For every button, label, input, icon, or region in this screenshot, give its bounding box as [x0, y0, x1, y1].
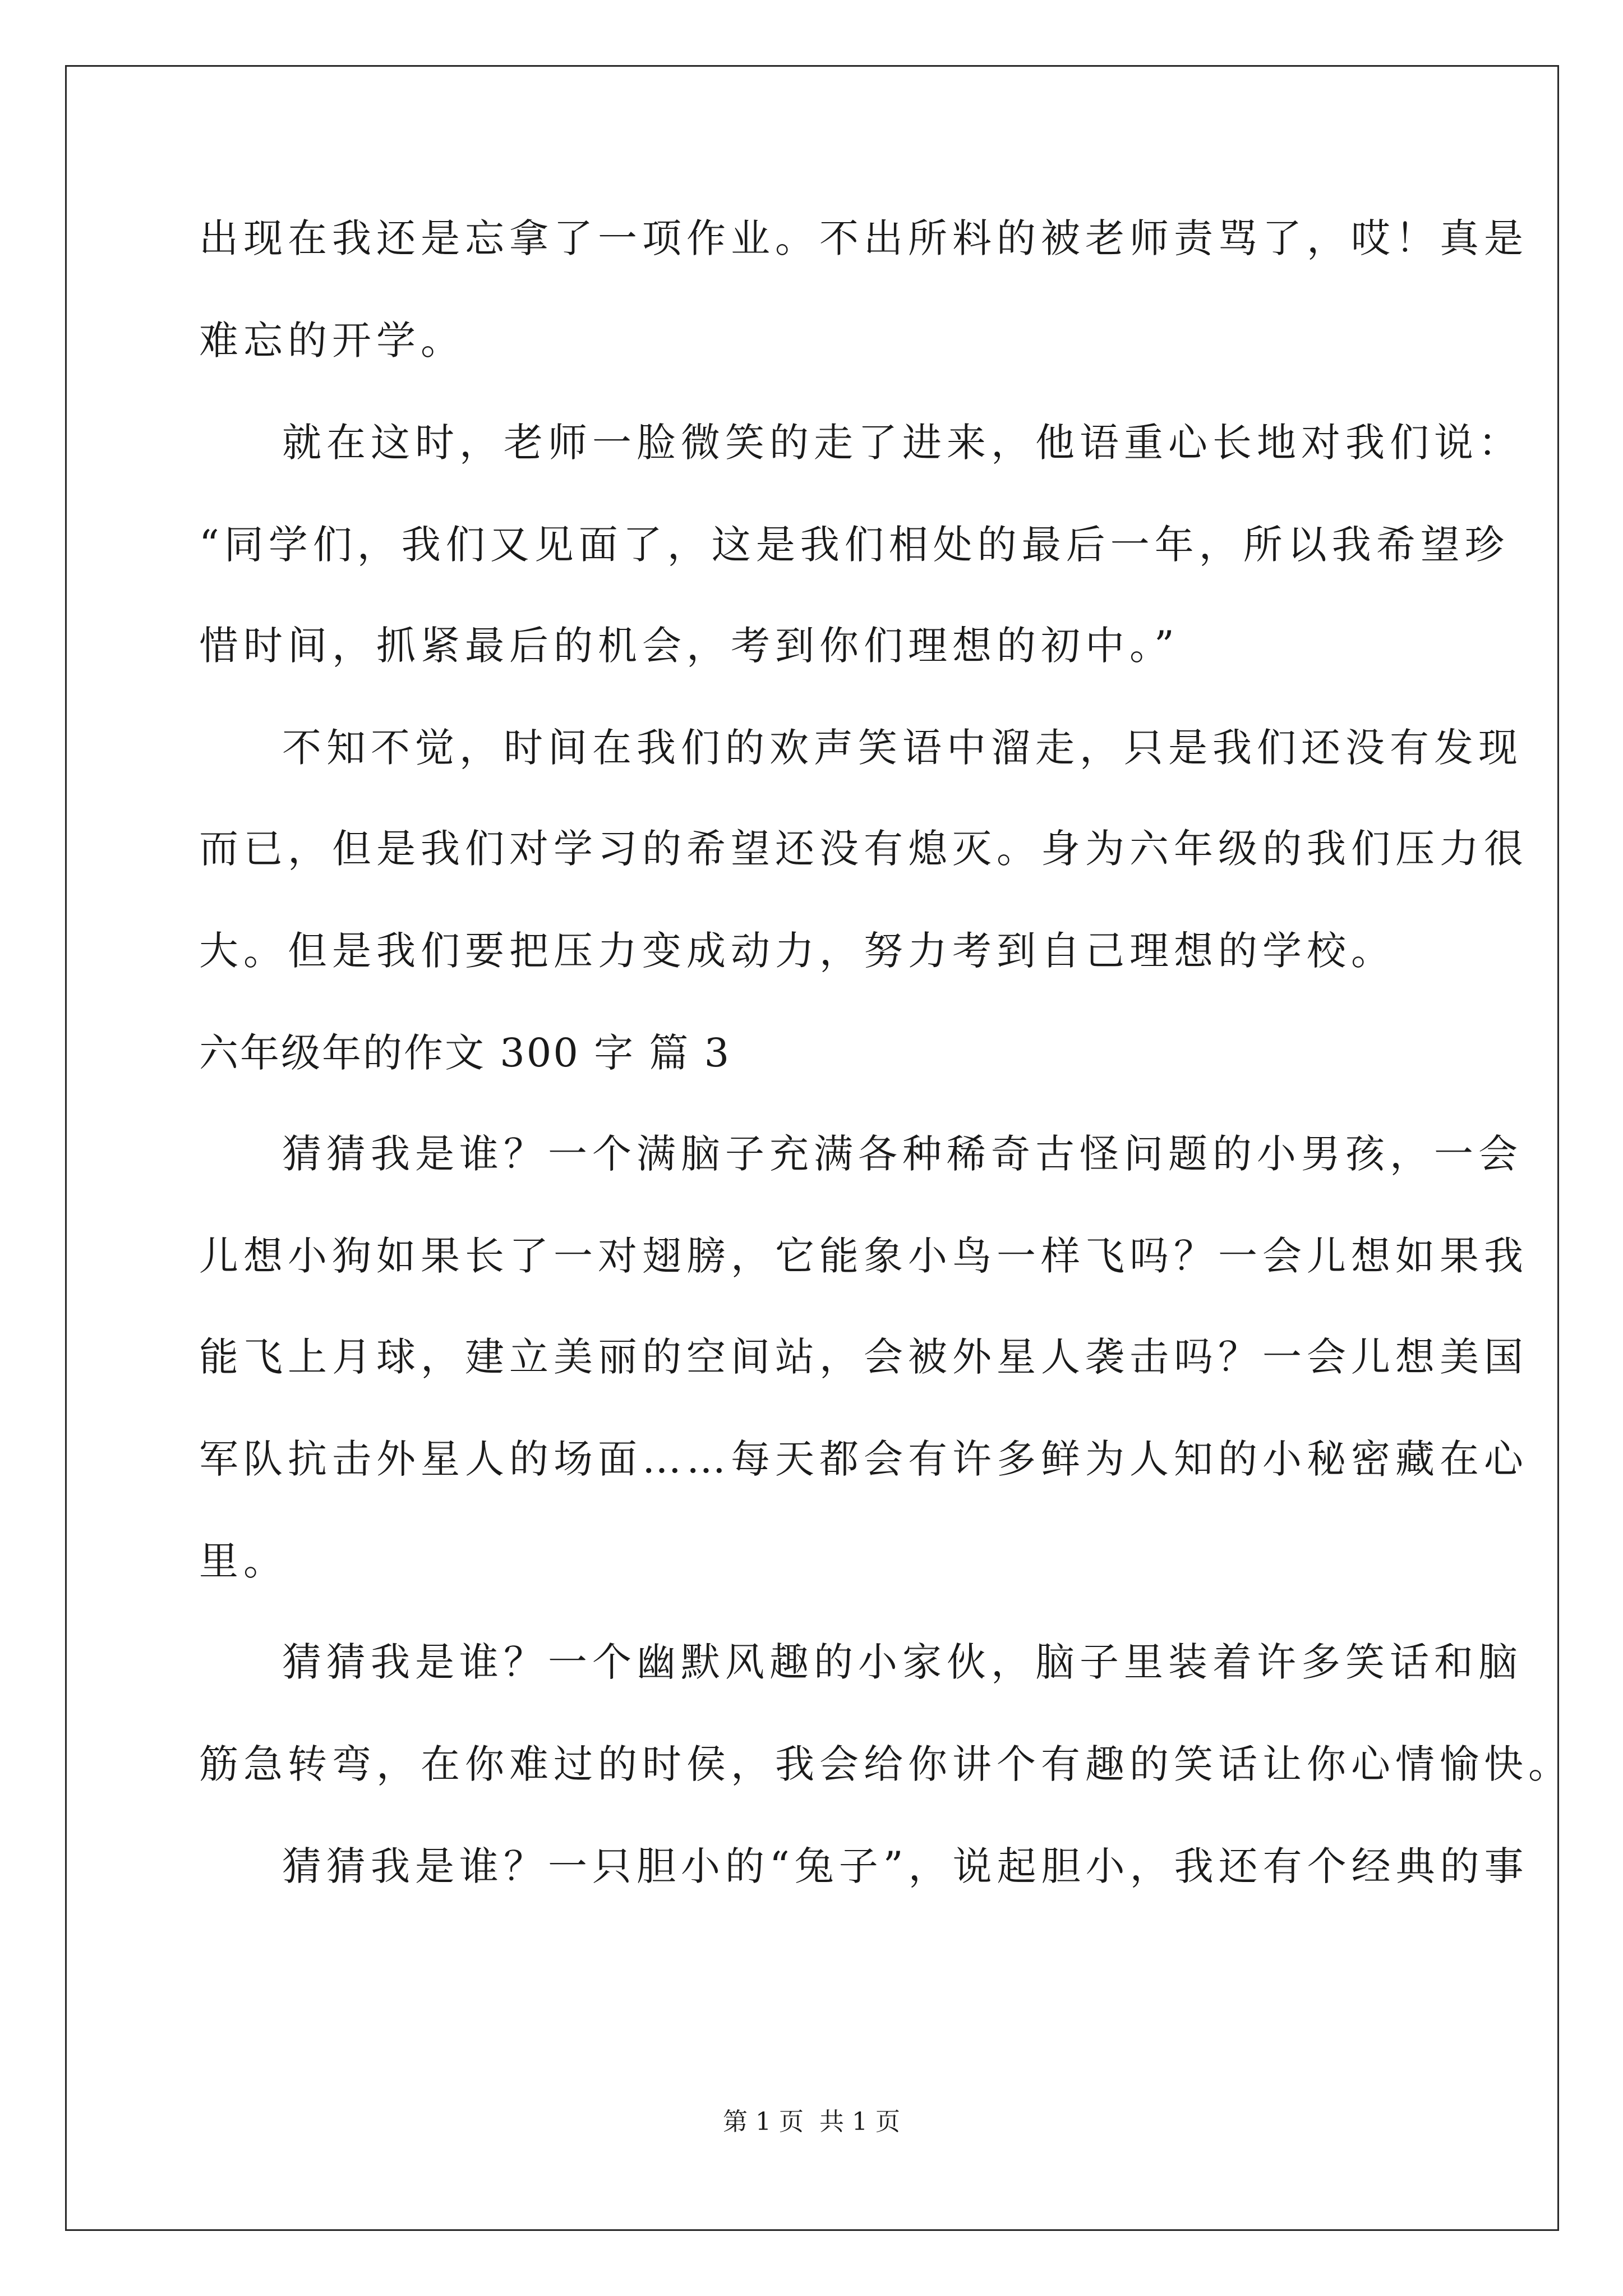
text-line: 难忘的开学。: [199, 318, 465, 364]
paragraph-start: 猜猜我是谁？一个幽默风趣的小家伙，脑子里装着许多笑话和脑: [282, 1639, 1523, 1685]
text-line: 筋急转弯，在你难过的时侯，我会给你讲个有趣的笑话让你心情愉快。: [199, 1741, 1573, 1787]
paragraph-start: 不知不觉，时间在我们的欢声笑语中溜走，只是我们还没有发现: [282, 725, 1523, 771]
text-line: 里。: [199, 1538, 288, 1584]
page-total: 共 1 页: [819, 2108, 900, 2136]
text-line: 儿想小狗如果长了一对翅膀，它能象小鸟一样飞吗？一会儿想如果我: [199, 1233, 1528, 1279]
text-line: 大。但是我们要把压力变成动力，努力考到自己理想的学校。: [199, 928, 1395, 974]
text-line: “同学们，我们又见面了，这是我们相处的最后一年，所以我希望珍: [199, 522, 1509, 568]
text-line: 而已，但是我们对学习的希望还没有熄灭。身为六年级的我们压力很: [199, 826, 1528, 872]
paragraph-start: 猜猜我是谁？一个满脑子充满各种稀奇古怪问题的小男孩，一会: [282, 1131, 1523, 1177]
paragraph-start: 就在这时，老师一脸微笑的走了进来，他语重心长地对我们说：: [282, 420, 1523, 466]
page-number: 第 1 页: [723, 2108, 804, 2136]
text-line: 惜时间，抓紧最后的机会，考到你们理想的初中。”: [199, 623, 1179, 669]
text-line: 军队抗击外星人的场面……每天都会有许多鲜为人知的小秘密藏在心: [199, 1436, 1528, 1482]
text-line: 出现在我还是忘拿了一项作业。不出所料的被老师责骂了，哎！真是: [199, 215, 1528, 261]
paragraph-start: 猜猜我是谁？一只胆小的“兔子”，说起胆小，我还有个经典的事: [282, 1843, 1529, 1889]
page-footer: [0, 2106, 1623, 2138]
section-heading: 六年级年的作文 300 字 篇 3: [199, 1030, 731, 1076]
text-line: 能飞上月球，建立美丽的空间站，会被外星人袭击吗？一会儿想美国: [199, 1334, 1528, 1380]
